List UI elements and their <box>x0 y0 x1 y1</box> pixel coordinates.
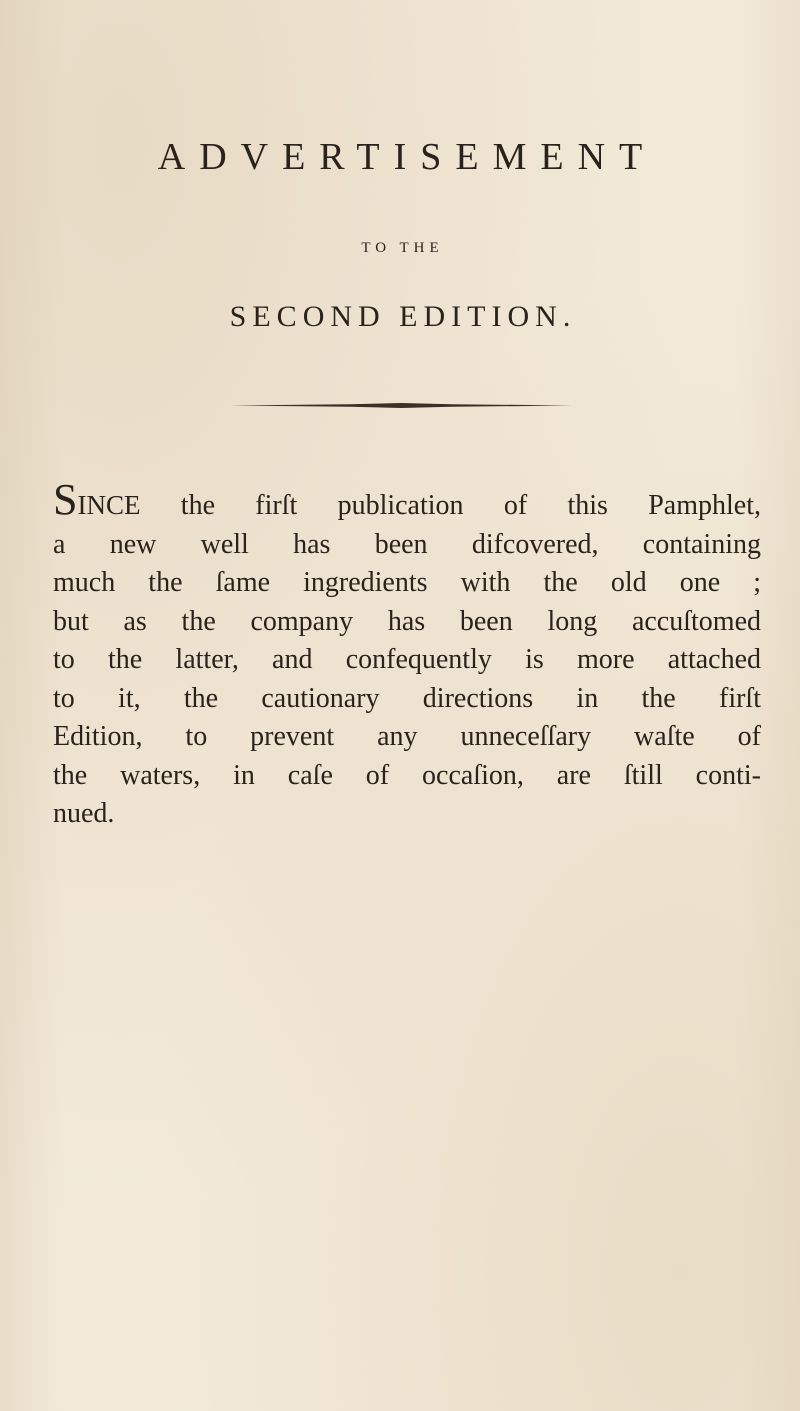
paragraph-line-8: the waters, in caſe of occaſion, are ſtill conti- <box>53 759 761 791</box>
subtitle-to-the: TO THE <box>361 240 444 256</box>
advertisement-paragraph <box>53 475 761 834</box>
page-title: ADVERTISEMENT <box>157 136 657 178</box>
paragraph-line-text: the firſt publication of this Pamphlet, <box>140 490 761 521</box>
paragraph-line-7: Edition, to prevent any unneceſſary waſte of <box>53 721 761 752</box>
paragraph-line-5: to the latter, and confequently is more attached <box>53 644 761 675</box>
paragraph-line-9: nued. <box>53 798 115 829</box>
paragraph-line-2: a new well has been difcovered, containing <box>53 528 761 560</box>
ornamental-rule <box>230 403 572 408</box>
paragraph-line-3: much the ſame ingredients with the old one ; <box>53 567 761 598</box>
subtitle-edition: SECOND EDITION. <box>229 300 577 333</box>
paragraph-line-1 <box>53 475 761 526</box>
paragraph-line-4: but as the company has been long accuſtomed <box>53 605 761 637</box>
paragraph-line-6: to it, the cautionary directions in the firſt <box>53 682 761 714</box>
first-word-smallcaps: INCE <box>77 490 141 520</box>
drop-cap: S <box>53 475 78 524</box>
